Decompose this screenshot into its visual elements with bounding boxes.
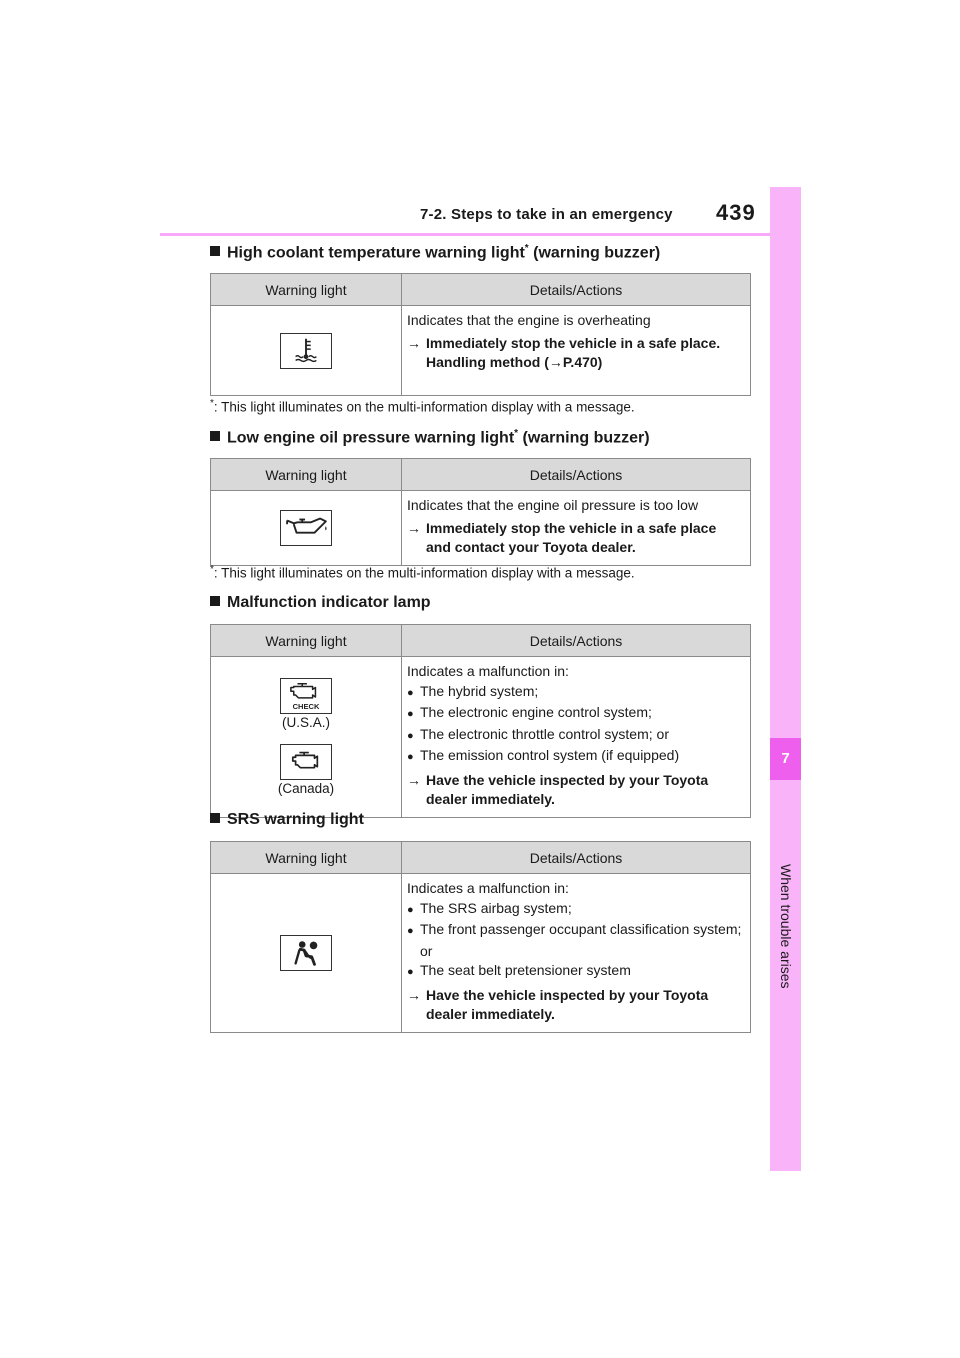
square-bullet-icon	[210, 246, 220, 256]
oil-can-icon	[280, 510, 332, 546]
page-number: 439	[716, 200, 756, 225]
detail-text: Indicates that the engine is overheating	[407, 312, 651, 328]
square-bullet-icon	[210, 596, 220, 606]
header-divider	[160, 233, 770, 236]
details-cell	[402, 306, 751, 396]
list-item: ● The front passenger occupant classification system; or	[407, 920, 744, 961]
warning-light-cell	[211, 306, 402, 396]
list-item: ● The electronic engine control system;	[407, 703, 744, 725]
details-cell	[402, 491, 751, 566]
section-title: 7-2. Steps to take in an emergency	[420, 206, 673, 223]
list-item: ● The SRS airbag system;	[407, 899, 744, 921]
srs-heading: SRS warning light	[210, 811, 364, 829]
chapter-side-tab	[770, 187, 801, 1171]
srs-airbag-icon	[280, 935, 332, 971]
details-cell	[402, 657, 751, 818]
detail-text: Indicates that the engine oil pressure is too low	[407, 497, 699, 513]
action-text: → Have the vehicle inspected by your Toyota dealer immediately.	[407, 986, 709, 1022]
coolant-heading: High coolant temperature warning light* (warning buzzer)	[210, 243, 660, 262]
warning-light-cell	[211, 657, 402, 818]
oil-heading: Low engine oil pressure warning light* (warning buzzer)	[210, 428, 650, 447]
column-header-details: Details/Actions	[402, 842, 751, 874]
action-text: → Have the vehicle inspected by your Toyota dealer immediately.	[407, 771, 709, 807]
action-text: → Immediately stop the vehicle in a safe place. Handling method (→P.470)	[407, 334, 721, 370]
warning-light-cell	[211, 874, 402, 1033]
svg-text:CHECK: CHECK	[292, 701, 320, 711]
check-engine-icon	[280, 678, 332, 714]
column-header-details: Details/Actions	[402, 625, 751, 657]
chapter-label: When trouble arises	[778, 864, 794, 989]
malfunction-heading: Malfunction indicator lamp	[210, 594, 431, 612]
coolant-temperature-icon	[280, 333, 332, 369]
coolant-footnote: *: This light illuminates on the multi-information display with a message.	[210, 398, 635, 415]
list-item: ● The emission control system (if equipped)	[407, 746, 744, 768]
malfunction-table	[210, 624, 751, 818]
region-label-canada: (Canada)	[277, 780, 335, 796]
column-header-warning-light: Warning light	[211, 459, 402, 491]
column-header-warning-light: Warning light	[211, 274, 402, 306]
column-header-warning-light: Warning light	[211, 842, 402, 874]
engine-icon	[280, 744, 332, 780]
detail-text: Indicates a malfunction in:	[407, 663, 569, 679]
region-label-usa: (U.S.A.)	[281, 714, 330, 730]
square-bullet-icon	[210, 431, 220, 441]
list-item: ● The seat belt pretensioner system	[407, 961, 744, 983]
oil-table	[210, 458, 751, 566]
column-header-warning-light: Warning light	[211, 625, 402, 657]
list-item: ● The hybrid system;	[407, 682, 744, 704]
warning-light-cell	[211, 491, 402, 566]
oil-footnote: *: This light illuminates on the multi-information display with a message.	[210, 564, 635, 581]
action-text: → Immediately stop the vehicle in a safe place and contact your Toyota dealer.	[407, 519, 717, 555]
srs-table	[210, 841, 751, 1033]
list-item: ● The electronic throttle control system; or	[407, 725, 744, 747]
coolant-table	[210, 273, 751, 396]
square-bullet-icon	[210, 813, 220, 823]
column-header-details: Details/Actions	[402, 459, 751, 491]
detail-text: Indicates a malfunction in:	[407, 880, 569, 896]
details-cell	[402, 874, 751, 1033]
column-header-details: Details/Actions	[402, 274, 751, 306]
chapter-number: 7	[770, 738, 801, 780]
